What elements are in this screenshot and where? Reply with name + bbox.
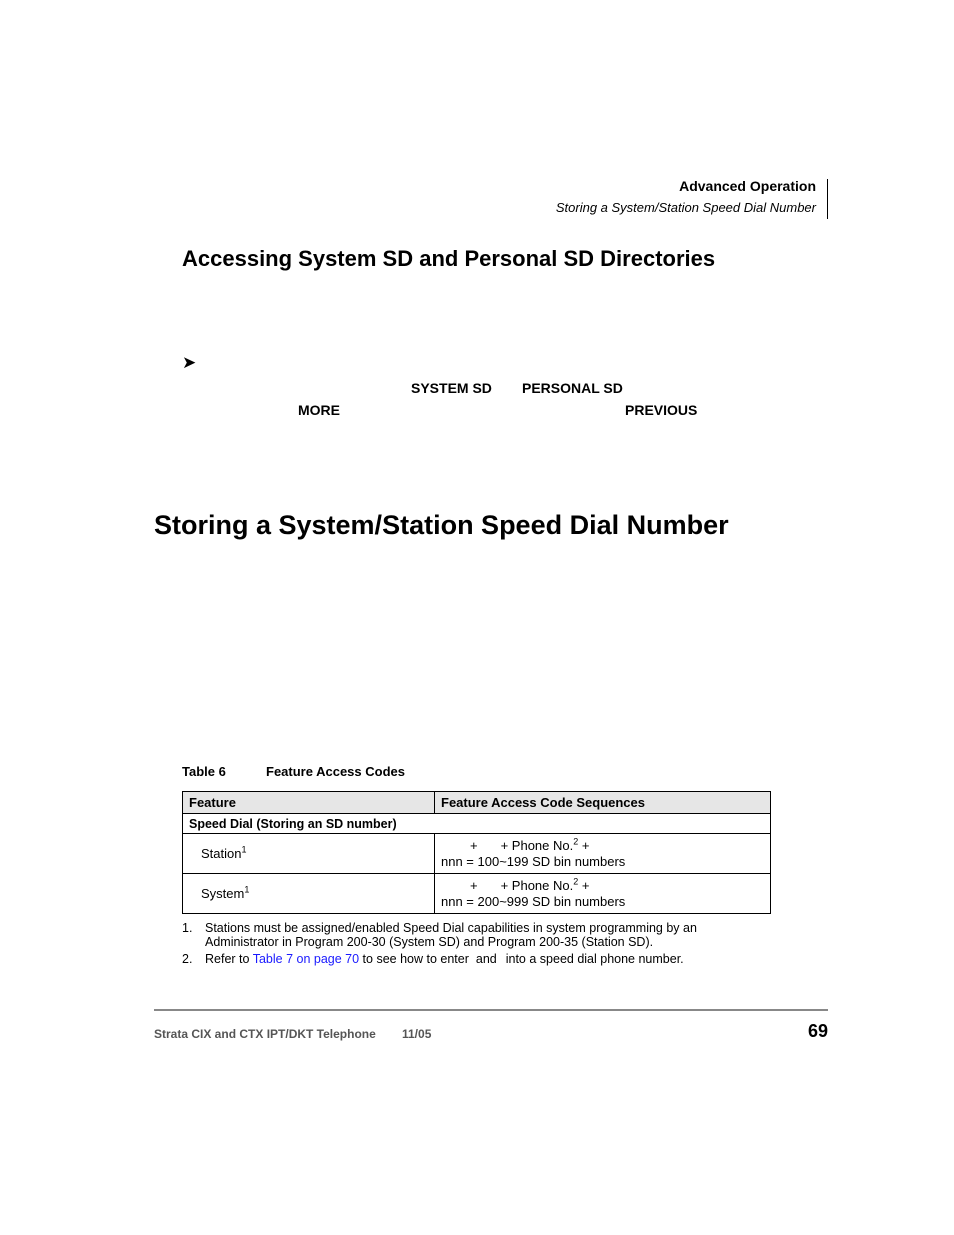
footnote-2-suffix: into a speed dial phone number. (505, 952, 684, 966)
sequence-plus: + (470, 877, 478, 893)
table-row (183, 874, 771, 914)
footnote-2-number: 2. (182, 952, 193, 966)
table-group-row (183, 814, 771, 834)
running-header-subsection: Storing a System/Station Speed Dial Number (555, 200, 816, 215)
table-row (183, 834, 771, 874)
sequence-phone: + Phone No. (500, 877, 574, 893)
header-sequences: Feature Access Code Sequences (435, 792, 771, 814)
table-number: Table 6 (182, 764, 226, 779)
system-sd-key-label: SYSTEM SD (411, 380, 492, 396)
footer-rule (154, 1009, 828, 1011)
feature-cell (183, 834, 435, 874)
footer-document-title: Strata CIX and CTX IPT/DKT Telephone (154, 1027, 376, 1041)
footnote-2-and: and (475, 952, 497, 966)
footnote-1-line-1: Stations must be assigned/enabled Speed Dial capabilities in system programming by an (205, 921, 697, 935)
footnote-2 (205, 952, 684, 966)
feature-footnote-ref: 1 (241, 844, 247, 855)
sequence-cell (435, 834, 771, 874)
sequence-range: nnn = 200~999 SD bin numbers (441, 893, 626, 909)
sequence-range: nnn = 100~199 SD bin numbers (441, 853, 626, 869)
table-header-row (183, 792, 771, 814)
sequence-footnote-ref: 2 (573, 836, 579, 847)
sequence-tail: + (581, 837, 590, 853)
more-key-label: MORE (298, 402, 340, 418)
sequence-phone: + Phone No. (500, 837, 574, 853)
personal-sd-key-label: PERSONAL SD (522, 380, 623, 396)
sequence-tail: + (581, 877, 590, 893)
footnote-1-number: 1. (182, 921, 193, 935)
running-header-section: Advanced Operation (679, 178, 816, 194)
previous-key-label: PREVIOUS (625, 402, 698, 418)
header-feature: Feature (183, 792, 435, 814)
footnote-2-prefix: Refer to (205, 952, 250, 966)
sequence-plus: + (470, 837, 478, 853)
section-heading: Accessing System SD and Personal SD Directories (182, 246, 716, 271)
main-heading: Storing a System/Station Speed Dial Number (154, 510, 729, 540)
procedure-arrow-icon: ➤ (182, 353, 197, 372)
header-rule (827, 179, 828, 219)
group-label: Speed Dial (Storing an SD number) (183, 814, 771, 834)
table-title: Feature Access Codes (266, 764, 405, 779)
feature-access-codes-table (182, 791, 771, 914)
footer-date: 11/05 (402, 1027, 432, 1041)
footnote-2-middle: to see how to enter (362, 952, 469, 966)
feature-label: Station (201, 846, 242, 861)
page-number: 69 (807, 1021, 828, 1041)
table-7-link[interactable]: Table 7 on page 70 (252, 952, 360, 966)
sequence-footnote-ref: 2 (573, 876, 579, 887)
sequence-cell (435, 874, 771, 914)
feature-footnote-ref: 1 (244, 884, 250, 895)
footnote-1-line-2: Administrator in Program 200-30 (System SD) and Program 200-35 (Station SD). (205, 935, 654, 949)
feature-cell (183, 874, 435, 914)
feature-label: System (201, 886, 245, 901)
